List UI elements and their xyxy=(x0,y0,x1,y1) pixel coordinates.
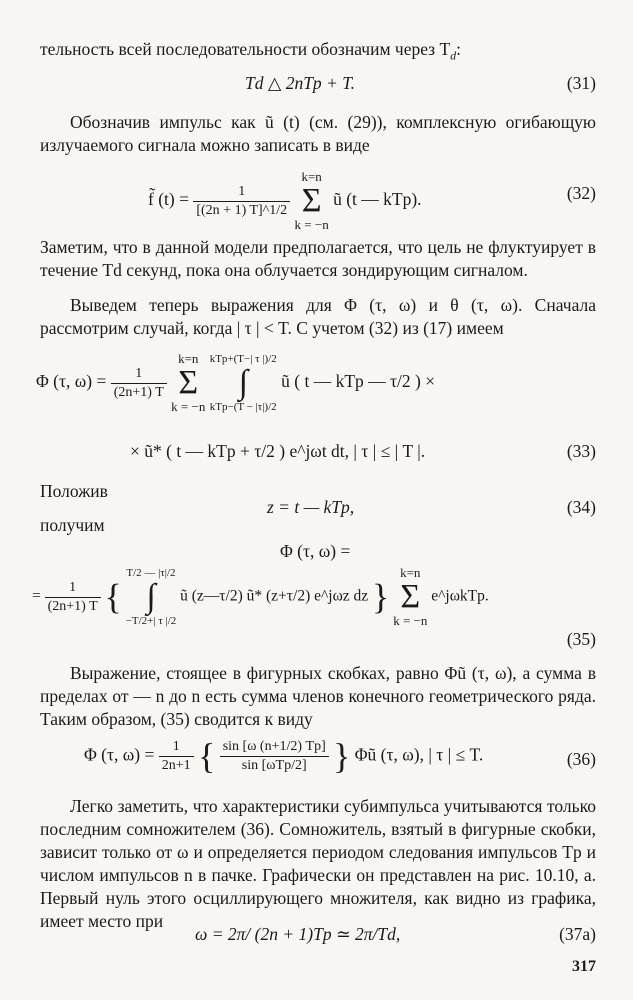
equation-33-line-1: Φ (τ, ω) = $\frac{1}{(2n+1) T}$ k=n Σ k = −n kTp+(T−| τ |)/2 ∫ kTp−(T − |τ|)/2 ũ ( t — kTp — τ/2 ) × xyxy=(36,351,436,414)
equation-37a: ω = 2π/ (2n + 1)Tp ≃ 2π/Td, (37a) xyxy=(195,924,596,944)
paragraph-3: Заметим, что в данной модели предполагается, что цель не флуктуирует в течение Td секунд, пока она облучается зондирующим сигналом. xyxy=(40,237,596,280)
eq32-fraction: $\frac{1}{[(2n + 1) T]\^{}1/2}$ xyxy=(193,183,290,220)
paragraph-1: тельность всей последовательности обозначим через $T_d$: xyxy=(40,39,462,63)
paragraph-7: Выражение, стоящее в фигурных скобках, равно Φũ (τ, ω), а сумма в пределах от — n до n есть сумма членов конечного геометрического ряда. Таким образом, (35) сводится к виду xyxy=(40,663,596,729)
eq32-sum: k=n Σ k = −n xyxy=(294,169,329,232)
page-number: 317 xyxy=(572,958,596,975)
paragraph-2: Обозначив импульс как ũ (t) (см. (29)), комплексную огибающую излучаемого сигнала можно записать в виде xyxy=(40,112,596,155)
equation-32: f̃ (t) = $\frac{1}{[(2n + 1) T]\^{}1/2}$ k=n Σ k = −n ũ (t — kTp). (32) xyxy=(148,169,596,232)
paragraph-5: Положив xyxy=(40,481,108,501)
equation-31: Td △ 2nTp + T. (31) xyxy=(245,73,596,93)
equation-35-number: (35) xyxy=(566,629,596,649)
paragraph-4: Выведем теперь выражения для Φ (τ, ω) и θ (τ, ω). Сначала рассмотрим случай, когда | τ | < T. С учетом (32) из (17) имеем xyxy=(40,295,596,338)
paragraph-8: Легко заметить, что характеристики субимпульса учитываются только последним сомножителем (36). Сомножитель, взятый в фигурные скобки, зависит только от ω и определяется периодом следования импульсов Tp и числом импульсов n в пачке. Графически он представлен на рис. 10.10, a. Первый нуль этого осциллирующего множителя, как видно из графика, имеет место при xyxy=(40,796,596,931)
equation-35-line-1: Φ (τ, ω) = xyxy=(280,541,351,561)
equation-33-line-2: × ũ* ( t — kTp + τ/2 ) e^jωt dt, | τ | ≤ | T |. (33) xyxy=(130,441,596,461)
equation-36: Φ (τ, ω) = $\frac{1}{2n+1}$ { $\frac{\sin [\omega (n+1/2) Tp]}{\text{sin [ωTp/2]}}$ } Φũ (τ, ω), | τ | ≤ T. (36) xyxy=(84,736,596,776)
equation-34: z = t — kTp, (34) xyxy=(267,497,596,517)
paragraph-6: получим xyxy=(40,515,105,535)
equation-35-line-2: = $\frac{1}{(2n+1) T}$ { T/2 — |τ|/2 ∫ −T/2+| τ |/2 ũ (z—τ/2) ũ* (z+τ/2) e^jωz dz } k=n Σ k = −n e^jωkTp. xyxy=(32,565,489,628)
